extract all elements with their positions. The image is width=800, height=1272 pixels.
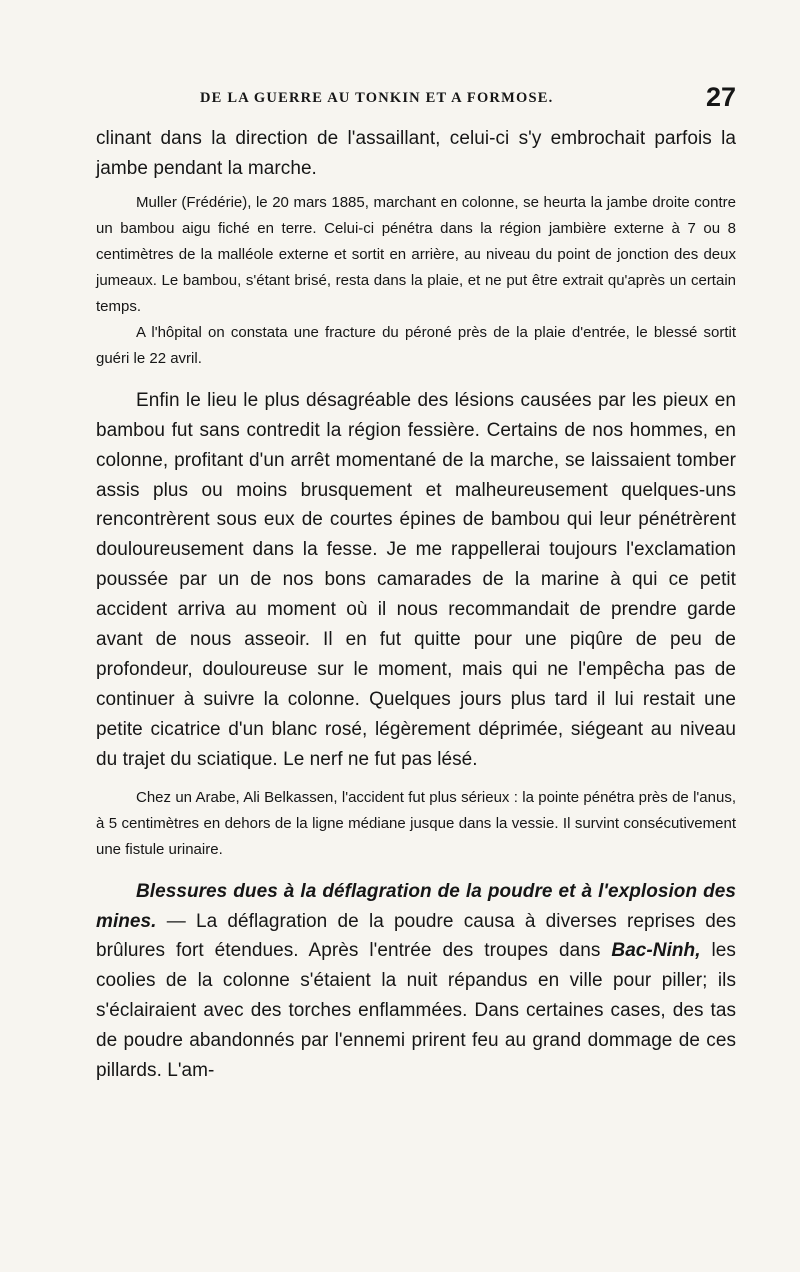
case-report-arab: Chez un Arabe, Ali Belkassen, l'accident fut plus sérieux : la pointe pénétra près de l'anus, à 5 centimètres en dehors de la ligne médiane jusque dans la vessie. Il survint consécutivement une fistule urinaire.: [96, 788, 736, 858]
place-name: Bac-Ninh,: [611, 940, 701, 962]
section-text-b: les coolies de la colonne s'étaient la nuit répandus en ville pour piller; ils s'éclairaient avec des torches enflammées. Dans certaines cases, des tas de poudre abandonnés par l'ennemi prirent feu au grand dommage de ces pillards. L'am-: [96, 940, 736, 1082]
page-number: 27: [705, 82, 736, 112]
section-title: Blessures dues à la déflagration de la poudre et à l'explosion des mines.: [96, 880, 736, 932]
section-text-a: — La déflagration de la poudre causa à diverses reprises des brûlures fort étendues. Après l'entrée des troupes dans: [96, 910, 736, 962]
running-title: DE LA GUERRE AU TONKIN ET A FORMOSE.: [200, 90, 554, 106]
paragraph-gluteal-region: Enfin le lieu le plus désagréable des lésions causées par les pieux en bambou fut sans contredit la région fessière. Certains de nos hommes, en colonne, profitant d'un arrêt momentané de la marche, se laissaient tomber assis plus ou moins brusquement et malheureusement quelques-uns rencontrèrent sous eux de courtes épines de bambou qui leur pénétrèrent douloureusement dans la fesse. Je me rappellerai toujours l'exclamation poussée par un de nos bons camarades de la marine à qui ce petit accident arriva au moment où il nous recommandait de prendre garde avant de nous asseoir. Il en fut quitte pour une piqûre de peu de profondeur, douloureuse sur le moment, mais qui ne l'empêcha pas de continuer à suivre la colonne. Quelques jours plus tard il lui restait une petite cicatrice d'un blanc rosé, légèrement déprimée, siégeant au niveau du trajet du sciatique. Le nerf ne fut pas lésé.: [96, 389, 736, 770]
case-report-muller: Muller (Frédérie), le 20 mars 1885, marchant en colonne, se heurta la jambe droite contre un bambou aigu fiché en terre. Celui-ci pénétra dans la région jambière externe à 7 ou 8 centimètres de la malléole externe et sortit en arrière, au niveau du point de jonction des deux jumeaux. Le bambou, s'étant brisé, resta dans la plaie, et ne put être extrait qu'après un certain temps.: [96, 193, 736, 315]
book-page: [96, 82, 736, 1086]
case-report-hospital: A l'hôpital on constata une fracture du péroné près de la plaie d'entrée, le blessé sortit guéri le 22 avril.: [96, 323, 736, 367]
paragraph-burns: [96, 877, 736, 1086]
page-header: [96, 82, 736, 116]
paragraph-continuation: clinant dans la direction de l'assaillant, celui-ci s'y embrochait parfois la jambe pendant la marche.: [96, 128, 736, 179]
